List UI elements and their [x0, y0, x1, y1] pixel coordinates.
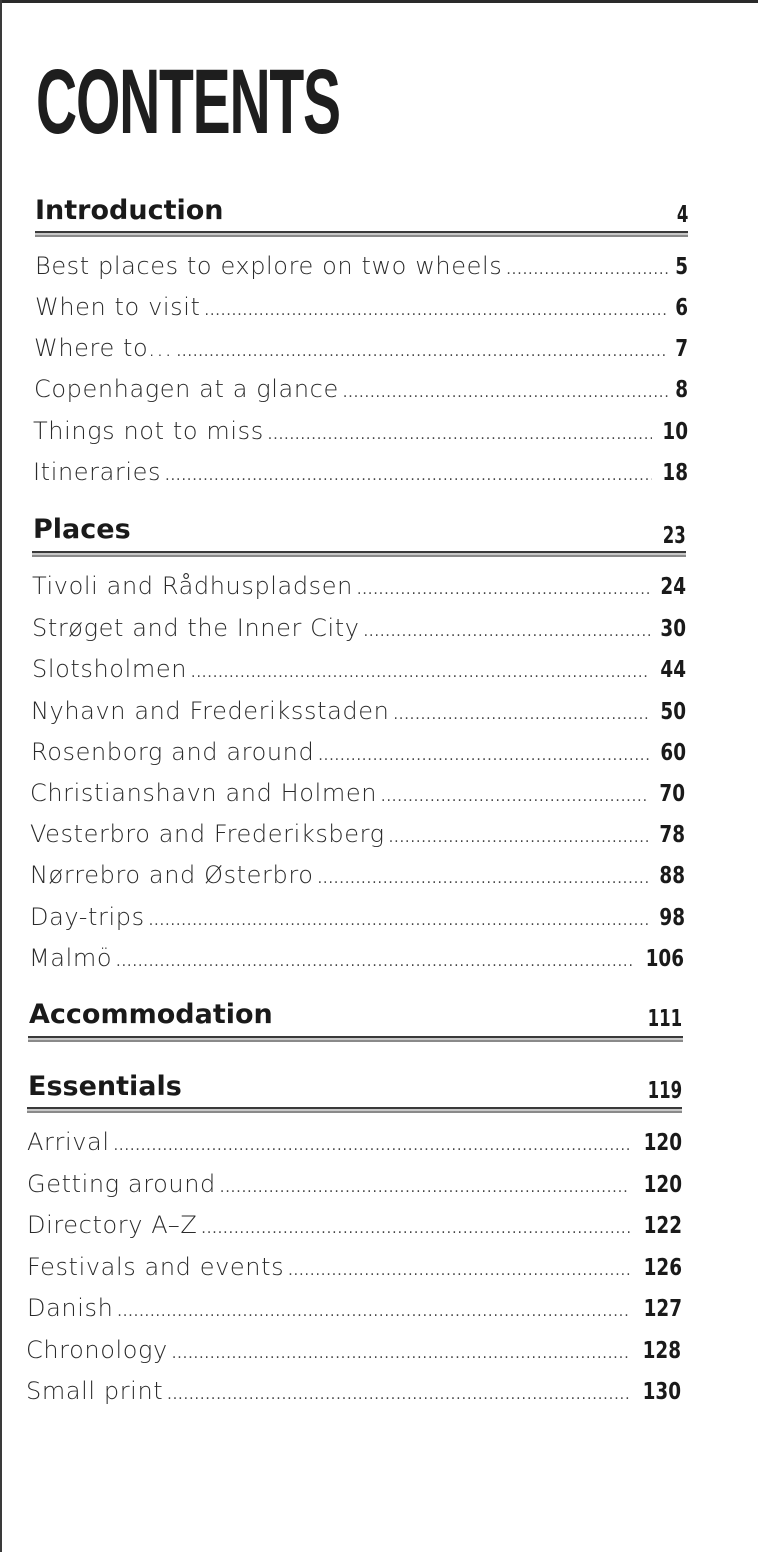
page-edge-left — [0, 0, 2, 1552]
toc-entry-page: 10 — [662, 419, 688, 445]
toc-entry[interactable] — [27, 1288, 682, 1328]
section-introduction — [0, 195, 758, 486]
dot-leader — [318, 736, 650, 776]
toc-entry-page: 120 — [643, 1130, 682, 1156]
dot-leader — [343, 373, 668, 413]
toc-entry-label: Nyhavn and Frederiksstaden — [31, 697, 390, 725]
toc-entry-page: 44 — [660, 657, 686, 683]
toc-entry[interactable] — [26, 1371, 681, 1411]
toc-entry-label: Itineraries — [33, 458, 162, 486]
toc-entry-label: Festivals and events — [27, 1253, 285, 1281]
toc-entry-label: Tivoli and Rådhuspladsen — [32, 572, 353, 600]
section-page-number: 4 — [676, 202, 688, 228]
dot-leader — [191, 653, 650, 693]
section-title[interactable]: Essentials — [28, 1071, 182, 1102]
toc-entry-label: Getting around — [27, 1170, 216, 1198]
dot-leader — [165, 456, 652, 496]
toc-entry[interactable] — [33, 452, 688, 492]
section-rule — [28, 1036, 683, 1042]
toc-entry-page: 5 — [675, 254, 688, 280]
page-title: CONTENTS — [36, 51, 340, 153]
toc-entry-label: Small print — [26, 1377, 164, 1405]
toc-entry-page: 127 — [643, 1296, 682, 1322]
toc-entry[interactable] — [35, 287, 688, 327]
toc-entry-label: When to visit — [35, 293, 201, 321]
toc-entry-label: Vesterbro and Frederiksberg — [30, 820, 385, 848]
toc-entry-page: 24 — [660, 574, 686, 600]
toc-entry-page: 122 — [643, 1213, 682, 1239]
toc-entry-label: Chronology — [26, 1336, 168, 1364]
dot-leader — [201, 1209, 630, 1249]
section-places — [0, 514, 758, 972]
toc-entry-label: Best places to explore on two wheels — [35, 252, 503, 280]
dot-leader — [268, 415, 652, 455]
dot-leader — [220, 1168, 630, 1208]
toc-entry-page: 98 — [659, 905, 685, 931]
toc-entry[interactable] — [32, 566, 686, 606]
section-title[interactable]: Places — [33, 514, 131, 545]
toc-entry[interactable] — [31, 691, 686, 731]
dot-leader — [506, 250, 668, 290]
toc-entry[interactable] — [32, 608, 686, 648]
toc-entry-label: Arrival — [27, 1128, 110, 1156]
toc-entry[interactable] — [27, 1164, 682, 1204]
toc-entry[interactable] — [27, 1122, 682, 1162]
section-rule — [35, 231, 688, 237]
toc-entry-label: Strøget and the Inner City — [32, 614, 360, 642]
toc-entry[interactable] — [34, 369, 688, 409]
toc-entry[interactable] — [26, 1330, 681, 1370]
section-header — [0, 196, 758, 226]
dot-leader — [381, 777, 649, 817]
toc-entry[interactable] — [33, 411, 688, 451]
toc-entry-page: 60 — [660, 740, 686, 766]
dot-leader — [149, 901, 649, 941]
dot-leader — [318, 859, 649, 899]
toc-entry[interactable] — [29, 938, 684, 978]
toc-entry-page: 106 — [645, 946, 684, 972]
toc-entry-label: Slotsholmen — [32, 655, 188, 683]
section-accommodation — [0, 1000, 758, 1030]
section-header — [0, 514, 758, 549]
toc-entry-label: Danish — [27, 1294, 114, 1322]
toc-entry-page: 128 — [642, 1338, 681, 1364]
toc-entry-page: 30 — [660, 616, 686, 642]
toc-entry-label: Nørrebro and Østerbro — [30, 861, 314, 889]
toc-entry[interactable] — [30, 773, 685, 813]
section-header — [0, 1000, 758, 1030]
toc-entry-page: 126 — [643, 1255, 682, 1281]
toc-entry-label: Rosenborg and around — [31, 738, 315, 766]
toc-entry-label: Day-trips — [30, 903, 145, 931]
toc-entry-label: Copenhagen at a glance — [34, 375, 339, 403]
toc-entry-label: Where to... — [34, 334, 173, 362]
toc-entry-page: 6 — [675, 295, 688, 321]
toc-entry[interactable] — [27, 1247, 682, 1287]
dot-leader — [288, 1251, 630, 1291]
section-title[interactable]: Accommodation — [29, 999, 273, 1030]
dot-leader — [172, 1334, 629, 1374]
toc-entry[interactable] — [35, 246, 688, 286]
toc-entry[interactable] — [31, 732, 686, 772]
toc-entry-page: 70 — [659, 781, 685, 807]
section-header — [0, 1072, 758, 1102]
dot-leader — [177, 332, 668, 372]
dot-leader — [389, 818, 649, 858]
dot-leader — [357, 570, 650, 610]
toc-entry[interactable] — [30, 814, 685, 854]
toc-entry-page: 120 — [643, 1172, 682, 1198]
toc-entry-page: 8 — [675, 377, 688, 403]
section-title[interactable]: Introduction — [35, 195, 224, 226]
toc-entry-page: 78 — [659, 822, 685, 848]
dot-leader — [114, 1126, 630, 1166]
dot-leader — [167, 1375, 629, 1415]
toc-entry-page: 7 — [675, 336, 688, 362]
dot-leader — [393, 695, 650, 735]
toc-entry-label: Malmö — [29, 944, 113, 972]
section-rule — [27, 1107, 682, 1113]
section-essentials — [0, 1071, 758, 1405]
dot-leader — [117, 1292, 630, 1332]
section-page-number: 119 — [647, 1078, 682, 1104]
toc-entry[interactable] — [34, 328, 688, 368]
toc-entry-label: Directory A–Z — [27, 1211, 198, 1239]
section-rule — [32, 551, 686, 557]
page-edge-top — [0, 0, 758, 3]
section-page-number: 111 — [647, 1006, 682, 1032]
dot-leader — [205, 291, 668, 331]
toc-entry-label: Christianshavn and Holmen — [30, 779, 378, 807]
toc-entry-page: 50 — [660, 699, 686, 725]
toc-entry-page: 88 — [659, 863, 685, 889]
toc-entry[interactable] — [32, 649, 686, 689]
dot-leader — [116, 942, 632, 982]
toc-entry[interactable] — [30, 855, 685, 895]
section-page-number: 23 — [662, 523, 686, 549]
toc-entry[interactable] — [30, 897, 685, 937]
dot-leader — [364, 612, 650, 652]
toc-entry[interactable] — [27, 1205, 682, 1245]
toc-entry-page: 130 — [642, 1379, 681, 1405]
toc-entry-label: Things not to miss — [33, 417, 264, 445]
toc-entry-page: 18 — [662, 460, 688, 486]
